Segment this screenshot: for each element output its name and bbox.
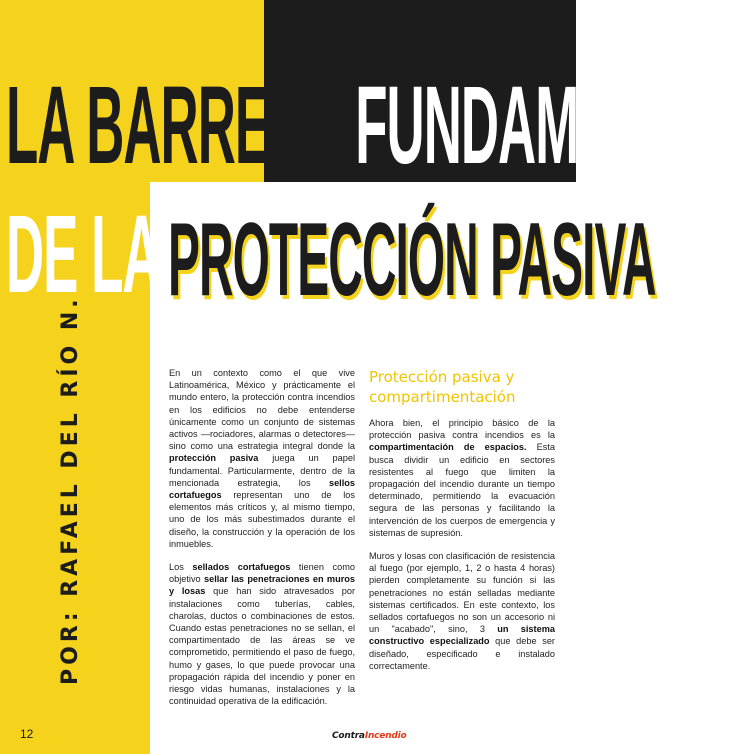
article-paragraph [169, 367, 355, 550]
headline-word-fundamental: FUNDAMENTAL [355, 64, 746, 187]
bold-text-run: compartimentación de espacios. [369, 442, 527, 453]
article-paragraph [369, 417, 555, 539]
headline-word-de-la: DE LA [6, 193, 160, 316]
section-subheading: Protección pasiva y compartimentación [369, 368, 516, 406]
text-run: Ahora bien, el principio básico de la protección pasiva contra incendios es la [369, 418, 555, 441]
text-run: Esta busca dividir un edificio en sectores resistentes al fuego que limiten la propagación del incendio durante un tiempo determinado, permitiendo la evacuación segura de las personas y facilitando la intervención de los cuerpos de emergencia y sistemas de supresión. [369, 442, 556, 538]
bold-text-run: sellar las penetraciones en muros y losas [169, 574, 355, 597]
bold-text-run: sellados cortafuegos [192, 562, 291, 573]
logo-text-incendio: Incendio [364, 731, 407, 741]
contra-incendio-logo [332, 731, 407, 741]
text-run: representan uno de los elementos más críticos y, al mismo tiempo, uno de los más subestimados durante el diseño, la construcción y la operación de los inmuebles. [169, 490, 355, 549]
text-run: que han sido atravesados por instalaciones como tuberías, cables, charolas, ductos o combinaciones de estos. Cuando estas penetraciones no se sellan, el compartimentado de las áreas se ve comprometido, permitiendo el paso de fuego, humo y gases, lo que puede provocar una propagación rápida del incendio y poner en riesgo vidas humanas, instalaciones y la continuidad operativa de la edificación. [169, 586, 356, 707]
article-paragraph [169, 561, 355, 707]
bold-text-run: protección pasiva [169, 453, 259, 464]
headline-word-proteccion-pasiva: PROTECCIÓN PASIVA [168, 202, 656, 318]
article-column-left [169, 367, 355, 718]
text-run: Los [169, 562, 193, 573]
author-byline: POR: RAFAEL DEL RÍO N. [58, 295, 83, 685]
article-column-right [369, 367, 555, 683]
page-number: 12 [20, 727, 34, 741]
text-run: juega un papel fundamental. Particularmente, dentro de la mencionada estrategia, los [169, 453, 356, 488]
headline-line-1 [6, 66, 746, 186]
bold-text-run: sellos cortafuegos [169, 477, 355, 501]
logo-text-contra: Contra [332, 731, 365, 741]
article-paragraph [369, 550, 555, 672]
text-run: que debe ser diseñado, especificado e instalado correctamente. [369, 636, 555, 671]
text-run: En un contexto como el que vive Latinoamérica, México y prácticamente el mundo entero, la protección contra incendios en los edificios no debe entenderse únicamente como un conjunto de sistemas activos —rociadores, alarmas o detectores— sino como una estrategia integral donde la [169, 368, 355, 452]
bold-text-run: un sistema constructivo especializado [369, 624, 555, 647]
text-run: tienen como objetivo [169, 562, 356, 585]
headline-word-la-barrera: LA BARRERA [6, 64, 342, 187]
text-run: Muros y losas con clasificación de resistencia al fuego (por ejemplo, 1, 2 o hasta 4 horas) pierden completamente su función si las penetraciones no están selladas mediante sistemas certificados. En este contexto, los sellados cortafuegos no son un accesorio ni un "acabado", sino, 3 [369, 551, 555, 635]
